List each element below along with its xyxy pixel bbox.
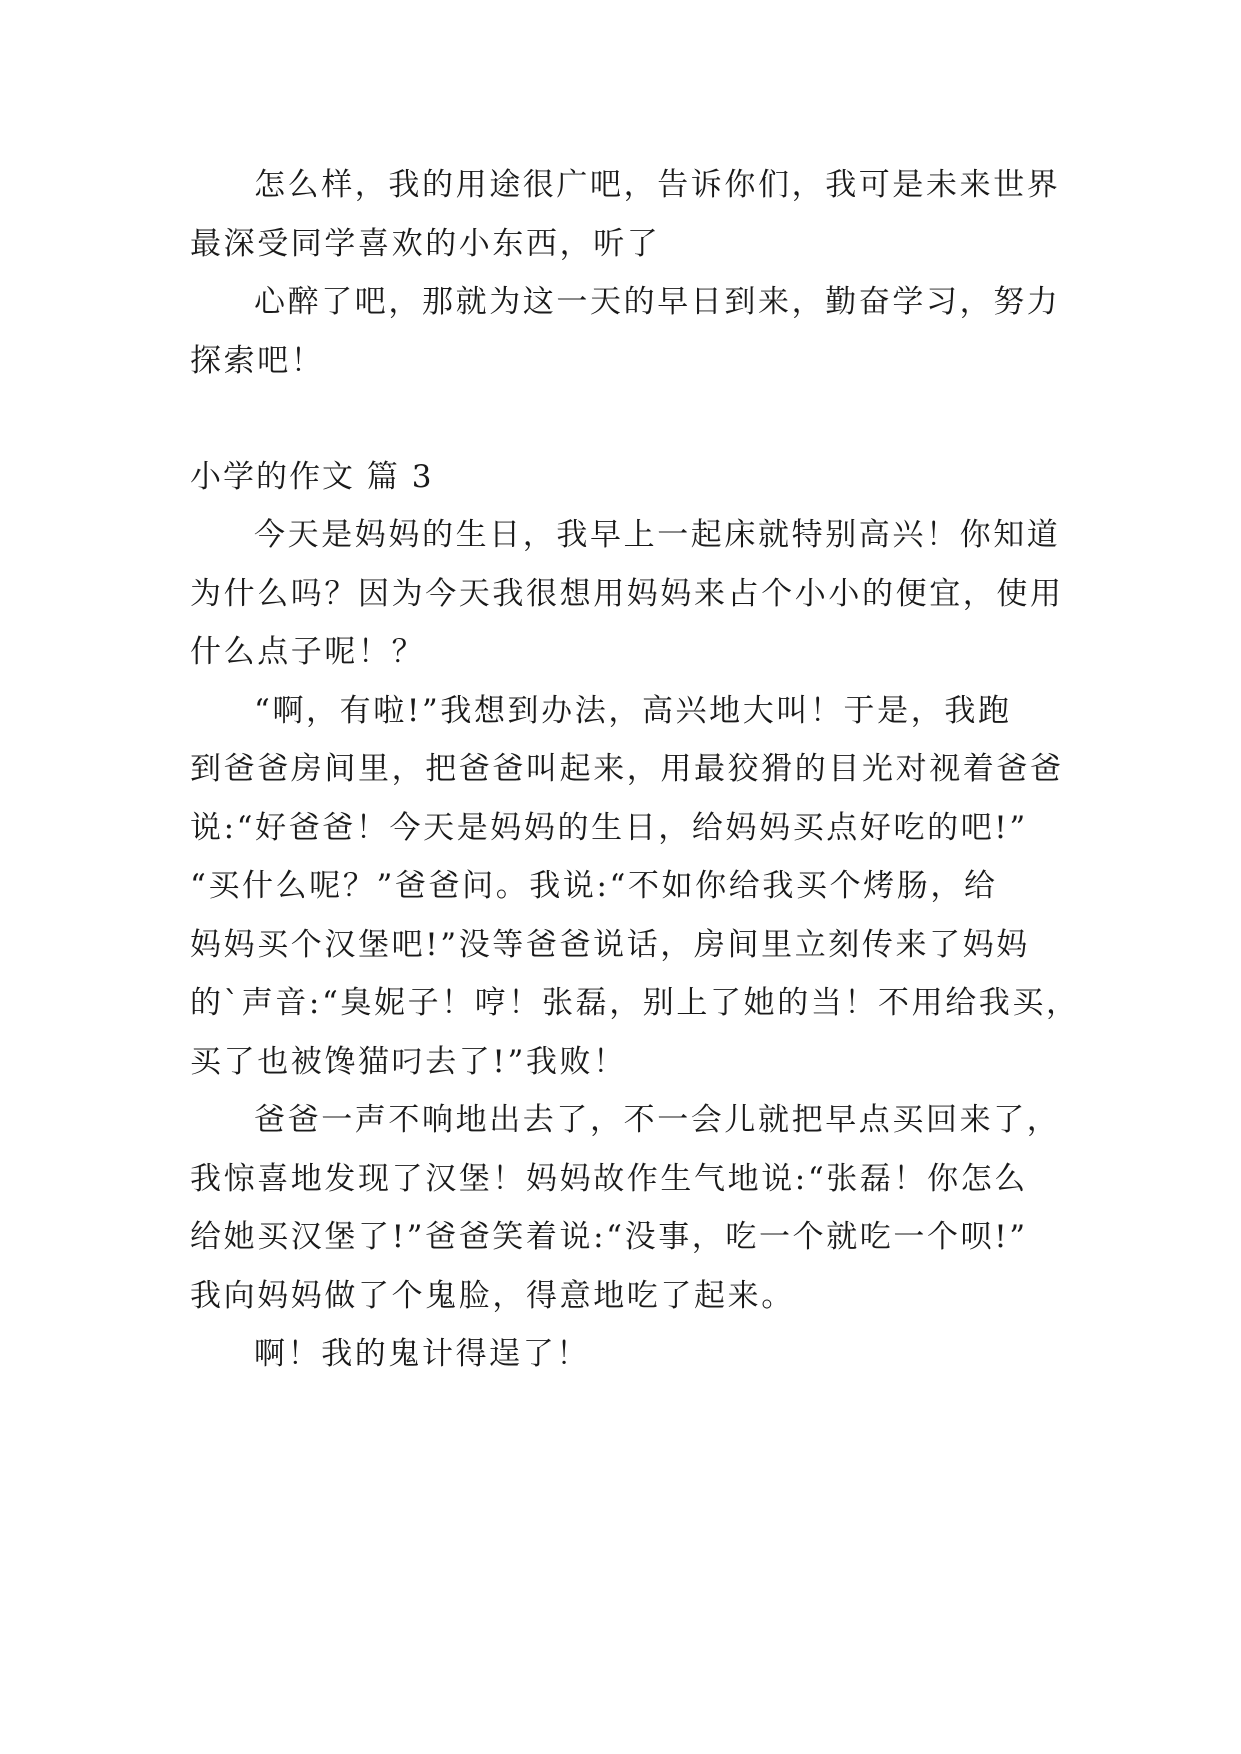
- text-line: 妈妈买个汉堡吧!”没等爸爸说话，房间里立刻传来了妈妈: [190, 926, 1030, 963]
- text-line: 心醉了吧，那就为这一天的早日到来，勤奋学习，努力: [254, 284, 1061, 320]
- text-line: 爸爸一声不响地出去了，不一会儿就把早点买回来了，: [254, 1102, 1061, 1138]
- paragraph-2: [190, 682, 1080, 1092]
- paragraph-4: [190, 1325, 1070, 1384]
- document-body: [190, 156, 1080, 1384]
- text-line: 探索吧！: [190, 342, 325, 379]
- paragraph-intro-2: [190, 273, 1070, 390]
- paragraph-intro-1: [190, 156, 1070, 273]
- text-line: 到爸爸房间里，把爸爸叫起来，用最狡猾的目光对视着爸爸: [190, 751, 1064, 787]
- text-line: 什么点子呢！？: [190, 634, 426, 670]
- text-line: “啊，有啦!”我想到办法，高兴地大叫！于是，我跑: [254, 692, 1012, 729]
- text-line: 给她买汉堡了!”爸爸笑着说:“没事，吃一个就吃一个呗!”: [190, 1219, 1028, 1255]
- text-line: 我惊喜地发现了汉堡！妈妈故作生气地说:“张磊！你怎么: [190, 1160, 1028, 1197]
- paragraph-3: [190, 1091, 1070, 1325]
- paragraph-1: [190, 506, 1070, 682]
- text-line: 买了也被馋猫叼去了!”我败！: [190, 1043, 627, 1080]
- text-line: “买什么呢？”爸爸问。我说:“不如你给我买个烤肠，给: [190, 868, 998, 904]
- text-line: 的`声音:“臭妮子！哼！张磊，别上了她的当！不用给我买，: [190, 985, 1080, 1021]
- text-line: 说:“好爸爸！今天是妈妈的生日，给妈妈买点好吃的吧!”: [190, 809, 1028, 846]
- text-line: 我向妈妈做了个鬼脸，得意地吃了起来。: [190, 1277, 795, 1314]
- text-line: 怎么样，我的用途很广吧，告诉你们，我可是未来世界: [254, 167, 1061, 203]
- text-line: 最深受同学喜欢的小东西，听了: [190, 225, 661, 262]
- text-line: 今天是妈妈的生日，我早上一起床就特别高兴！你知道: [254, 517, 1061, 553]
- text-line: 为什么吗？因为今天我很想用妈妈来占个小小的便宜，使用: [190, 575, 1064, 612]
- section-heading: 小学的作文 篇 3: [190, 459, 434, 495]
- text-line: 啊！我的鬼计得逞了！: [254, 1336, 590, 1372]
